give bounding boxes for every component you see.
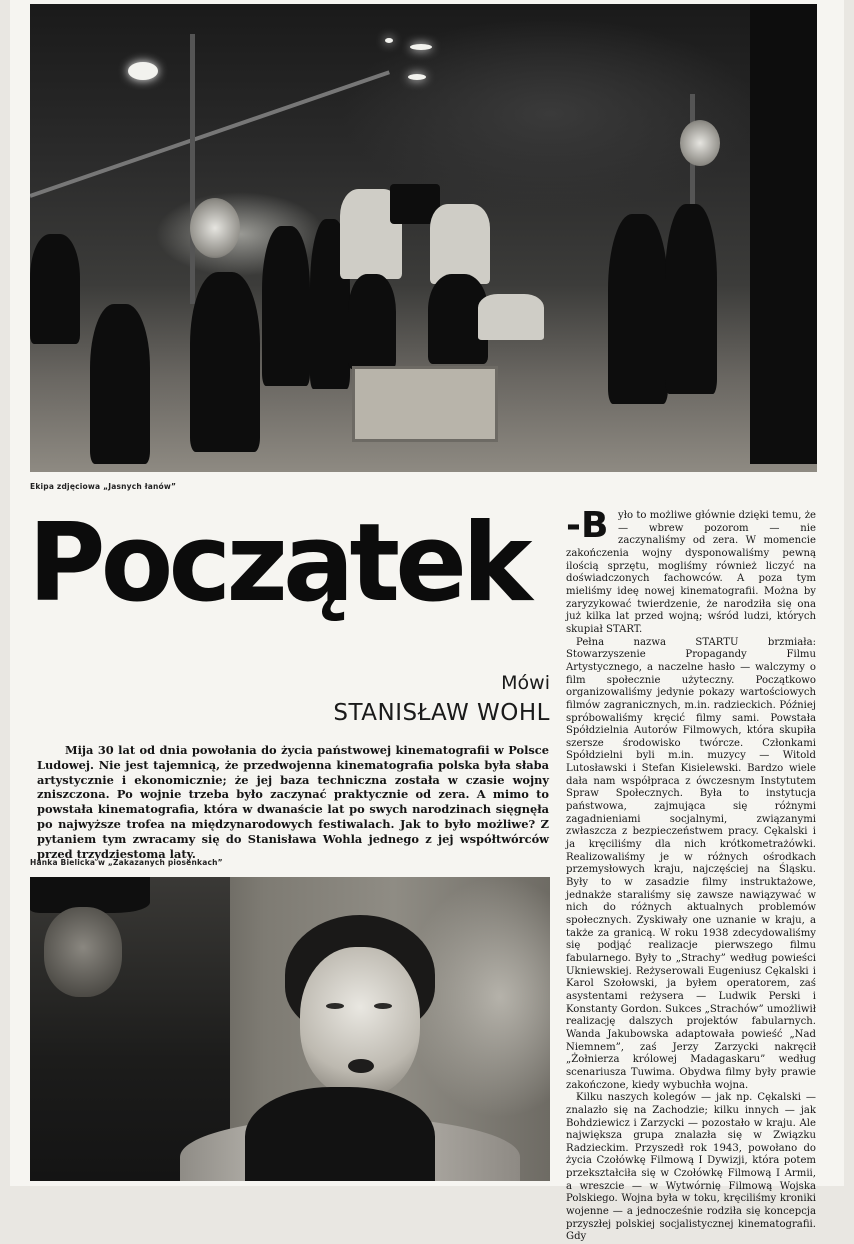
article-author: STANISŁAW WOHL [333, 700, 550, 726]
article-body [566, 505, 816, 1244]
actress-mouth [348, 1059, 374, 1073]
article-lead: Mija 30 lat od dnia powołania do życia państwowej kinematografii w Polsce Ludowej. Nie jest tajemnicą, że przedwojenna kinematografia polska była słaba artystycznie i ekonomicznie; że jej baza techniczna została w czasie wojny zniszczona. Po wojnie trzeba było zaczynać praktycznie od zera. A mimo to powstała kinematografia, która w dwanaście lat po swych narodzinach sięgnęła po najwyższe trofea na międzynarodowych festiwalach. Jak to było możliwe? Z pytaniem tym zwracamy się do Stanisława Wohla jednego z jej współtwórców przed trzydziestoma laty. [37, 743, 549, 861]
light-stand [190, 34, 195, 304]
crew-member [608, 214, 668, 404]
drop-cap: -B [566, 505, 609, 546]
ceiling-light [408, 74, 426, 80]
body-paragraph: Pełna nazwa STARTU brzmiała: Stowarzyszenie Propagandy Filmu Artystycznego, a naczelne hasło — walczymy o film społecznie użyteczny. Początkowo organizowaliśmy jedynie pokazy wartościowych filmów zagranicznych, m.in. radzieckich. Później spróbowaliśmy kręcić filmy sami. Powstała Spółdzielnia Autorów Filmowych, która skupiła szersze środowisko twórcze. Członkami Spółdzielni byli m.in. muzycy — Witold Lutosławski i Stefan Kisielewski. Bardzo wiele dała nam współpraca z ówczesnym Instytutem Spraw Społecznych. Była to instytucja państwowa, zajmująca się różnymi zagadnieniami socjalnymi, związanymi zwłaszcza z bezpieczeństwem pracy. Cękalski i ja kręciliśmy dla nich krótkometrażówki. Realizowaliśmy je w różnych ośrodkach przemysłowych kraju, najczęściej na Śląsku. Były to w zasadzie filmy instruktażowe, jednakże staraliśmy się zawsze nawiązywać w nich do różnych aktualnych problemów społecznych. Zyskiwały one uznanie w kraju, a także za granicą. W roku 1938 zdecydowaliśmy się podjąć realizacje pierwszego filmu fabularnego. Były to „Strachy” według powieści Ukniewskiej. Reżyserowali Eugeniusz Cękalski i Karol Szołowski, ja byłem operatorem, zaś asystentami reżysera — Ludwik Perski i Konstanty Gordon. Sukces „Strachów” umożliwił realizację dalszych projektów fabularnych. Wanda Jakubowska adaptowała powieść „Nad Niemnem”, zaś Jerzy Zarzycki nakręcił „Żołnierza królowej Madagaskaru” według scenariusza Tuwima. Obydwa filmy były prawie zakończone, kiedy wybuchła wojna. [566, 636, 816, 1091]
actress-eye [374, 1003, 392, 1009]
top-photo-caption: Ekipa zdjęciowa „Jasnych łanów” [30, 482, 177, 491]
crew-member [30, 234, 80, 344]
bottom-photo-caption: Hanka Bielicka w „Zakazanych piosenkach” [30, 858, 223, 867]
body-paragraph: Kilku naszych kolegów — jak np. Cękalski — znalazło się na Zachodzie; kilku innych — jak Bohdziewicz i Zarzycki — pozostało w kraju. Ale największa grupa znalazła się w Związku Radzieckim. Przyszedł rok 1943, powołano do życia Czołówkę Filmową I Dywizji, która potem przekształciła się w Czołówkę Filmową I Armii, a wreszcie — w Wytwórnię Filmową Wojska Polskiego. Wojna była w toku, kręciliśmy kroniki wojenne — a jednocześnie rodziła się koncepcja przyszłej polskiej socjalistycznej kinematografii. Gdy [566, 1092, 816, 1243]
crew-member [262, 226, 310, 386]
ceiling-light [410, 44, 432, 50]
studio-equipment [750, 4, 817, 464]
film-crew-photo [30, 4, 817, 472]
studio-lamp [128, 62, 158, 80]
article-title: Początek [28, 501, 528, 626]
camera-platform [352, 366, 498, 442]
speaker-intro: Mówi [501, 672, 550, 694]
ceiling-light [385, 38, 393, 43]
seated-crew-member [478, 294, 544, 340]
soldier-face [44, 907, 122, 997]
crew-member [665, 204, 717, 394]
body-paragraph: yło to możliwe głównie dzięki temu, że — wbrew pozorom — nie zaczynaliśmy od zera. W momencie zakończenia wojny dysponowaliśmy pewną ilością sprzętu, mogliśmy również liczyć na doświadczonych fachowców. A poza tym mieliśmy ideę nowej kinematografii. Można by zaryzykować twierdzenie, że narodziła się ona już kilka lat przed wojną; wśród ludzi, których skupiał START. [566, 510, 816, 635]
crew-member [90, 304, 150, 464]
crew-member [190, 272, 260, 452]
camera-operator-legs [348, 274, 396, 369]
spotlight [680, 120, 720, 166]
actress-scarf [245, 1087, 435, 1181]
crew-member [430, 204, 490, 284]
actress-photo [30, 877, 550, 1181]
microphone-boom [30, 70, 390, 197]
reflector-lamp [190, 198, 240, 258]
actress-face [300, 947, 420, 1097]
actress-eye [326, 1003, 344, 1009]
